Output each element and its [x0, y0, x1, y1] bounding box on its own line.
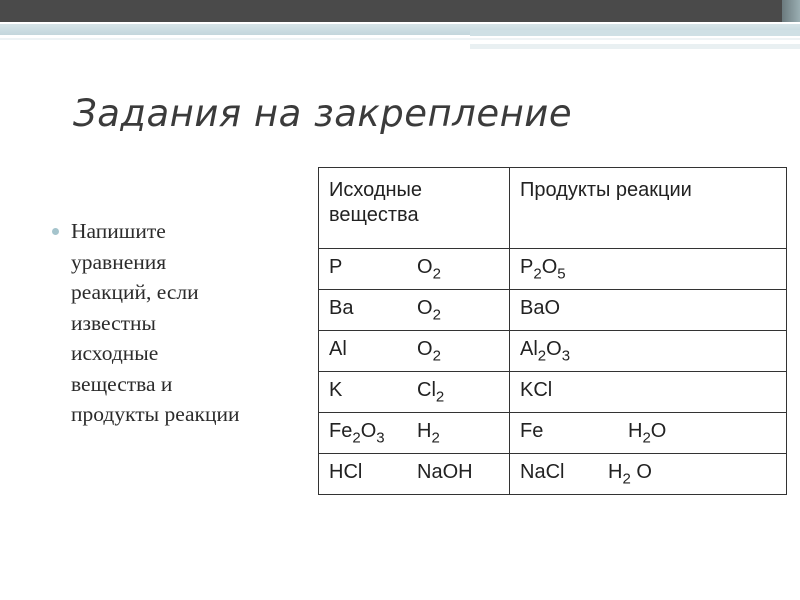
accent-line [0, 38, 800, 40]
reactant-formula: $Fe_2O_3$ [329, 420, 385, 447]
products-cell [510, 331, 787, 372]
product-formula: $H_2$ O [608, 461, 652, 488]
table-row [319, 249, 787, 290]
bullet-line: вещества и [71, 371, 173, 396]
reactant-formula: P [329, 256, 343, 278]
product-formula: $P_2O_5$ [520, 256, 566, 283]
products-cell [510, 454, 787, 495]
reactant-formula: Al [329, 338, 347, 360]
header-products: Продукты реакции [510, 168, 787, 249]
products-cell [510, 290, 787, 331]
product-formula: $Al_2O_3$ [520, 338, 571, 365]
reactants-cell [319, 454, 510, 495]
header-reactants: Исходные вещества [319, 168, 510, 249]
bullet-line: исходные [71, 341, 159, 365]
reactants-cell [319, 413, 510, 454]
products-cell [510, 249, 787, 290]
reactants-cell [319, 290, 510, 331]
table-row [319, 454, 787, 495]
bullet-line: уравнения [71, 249, 167, 274]
bullet-line: Напишите [71, 219, 166, 243]
reactant-formula: $O_2$ [417, 297, 441, 324]
reactants-cell [319, 249, 510, 290]
products-cell [510, 413, 787, 454]
table-header-row [319, 168, 787, 249]
header-bar [0, 0, 782, 22]
product-formula: BaO [520, 297, 561, 319]
reactant-formula: $O_2$ [417, 338, 441, 365]
reactant-formula: HCl [329, 461, 363, 483]
product-formula: NaCl [520, 461, 565, 483]
reactant-formula: $H_2$ [417, 420, 440, 447]
bullet-text [71, 216, 302, 430]
chem-table [318, 167, 787, 495]
reactants-cell [319, 331, 510, 372]
product-formula: KCl [520, 379, 553, 401]
reactant-formula: NaOH [417, 461, 473, 483]
product-formula: Fe [520, 420, 544, 442]
reactant-formula: Ba [329, 297, 354, 319]
product-formula: $H_2O$ [628, 420, 667, 447]
reactant-formula: $Cl_2$ [417, 379, 445, 406]
table-row [319, 372, 787, 413]
table-row [319, 413, 787, 454]
bullet-line: продукты реакции [71, 402, 240, 426]
bullet-list [52, 216, 302, 430]
bullet-dot-icon [52, 228, 59, 235]
accent-strip [470, 30, 800, 36]
bullet-line: реакций, если [71, 280, 199, 304]
accent-tail [470, 44, 800, 49]
products-cell [510, 372, 787, 413]
reactant-formula: $O_2$ [417, 256, 441, 283]
table-row [319, 331, 787, 372]
bullet-line: известны [71, 310, 156, 335]
table-row [319, 290, 787, 331]
header-bar-end [782, 0, 800, 22]
reactants-cell [319, 372, 510, 413]
slide-title: Задания на закрепление [73, 92, 573, 135]
reactant-formula: K [329, 379, 343, 401]
